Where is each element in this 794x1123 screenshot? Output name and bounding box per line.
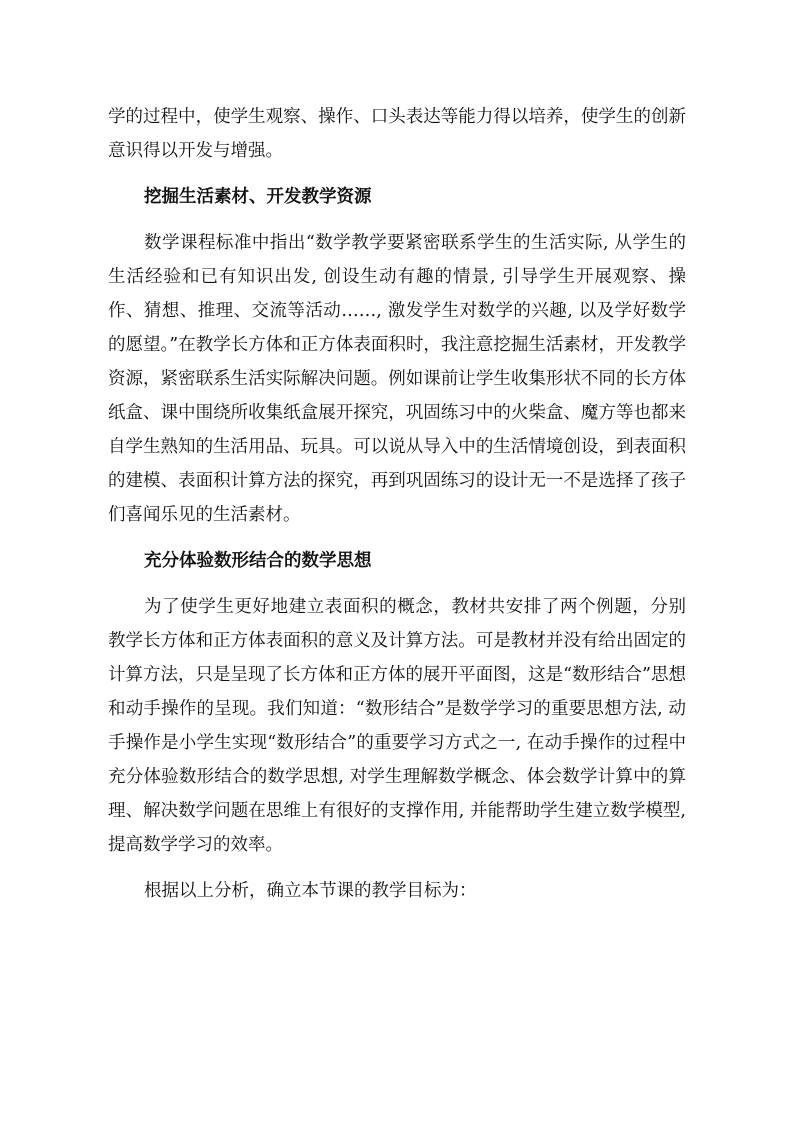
document-body (108, 100, 686, 920)
section-heading-life-materials: 挖掘生活素材、开发教学资源 (144, 187, 372, 207)
section-heading-number-shape: 充分体验数形结合的数学思想 (144, 551, 372, 571)
paragraph-surface-area-concept: 为了使学生更好地建立表面积的概念，教材共安排了两个例题，分别教学长方体和正方体表面积的意义及计算方法。可是教材并没有给出固定的计算方法，只是呈现了长方体和正方体的展开平面图，这是“数形结合”思想和动手操作的呈现。我们知道：“数形结合”是数学学习的重要思想方法, 动手操作是小学生实现“数形结合”的重要学习方式之一, 在动手操作的过程中充分体验数形结合的数学思想, 对学生理解数学概念、体会数学计算中的算理、解决数学问题在思维上有很好的支撑作用, 并能帮助学生建立数学模型, 提高数学学习的效率。 (108, 597, 686, 855)
paragraph-curriculum-standard: 数学课程标准中指出“数学教学要紧密联系学生的生活实际, 从学生的生活经验和已有知识出发, 创设生动有趣的情景, 引导学生开展观察、操作、猜想、推理、交流等活动……, 激发学生对数学的兴趣, 以及学好数学的愿望。”在教学长方体和正方体表面积时，我注意挖掘生活素材，开发教学资源，紧密联系生活实际解决问题。例如课前让学生收集形状不同的长方体纸盒、课中围绕所收集纸盒展开探究，巩固练习中的火柴盒、魔方等也都来自学生熟知的生活用品、玩具。可以说从导入中的生活情境创设，到表面积的建模、表面积计算方法的探究，再到巩固练习的设计无一不是选择了孩子们喜闻乐见的生活素材。 (108, 233, 686, 525)
paragraph-continuation: 学的过程中，使学生观察、操作、口头表达等能力得以培养，使学生的创新意识得以开发与增强。 (108, 107, 686, 161)
paragraph-teaching-goals: 根据以上分析，确立本节课的教学目标为： (144, 881, 477, 901)
